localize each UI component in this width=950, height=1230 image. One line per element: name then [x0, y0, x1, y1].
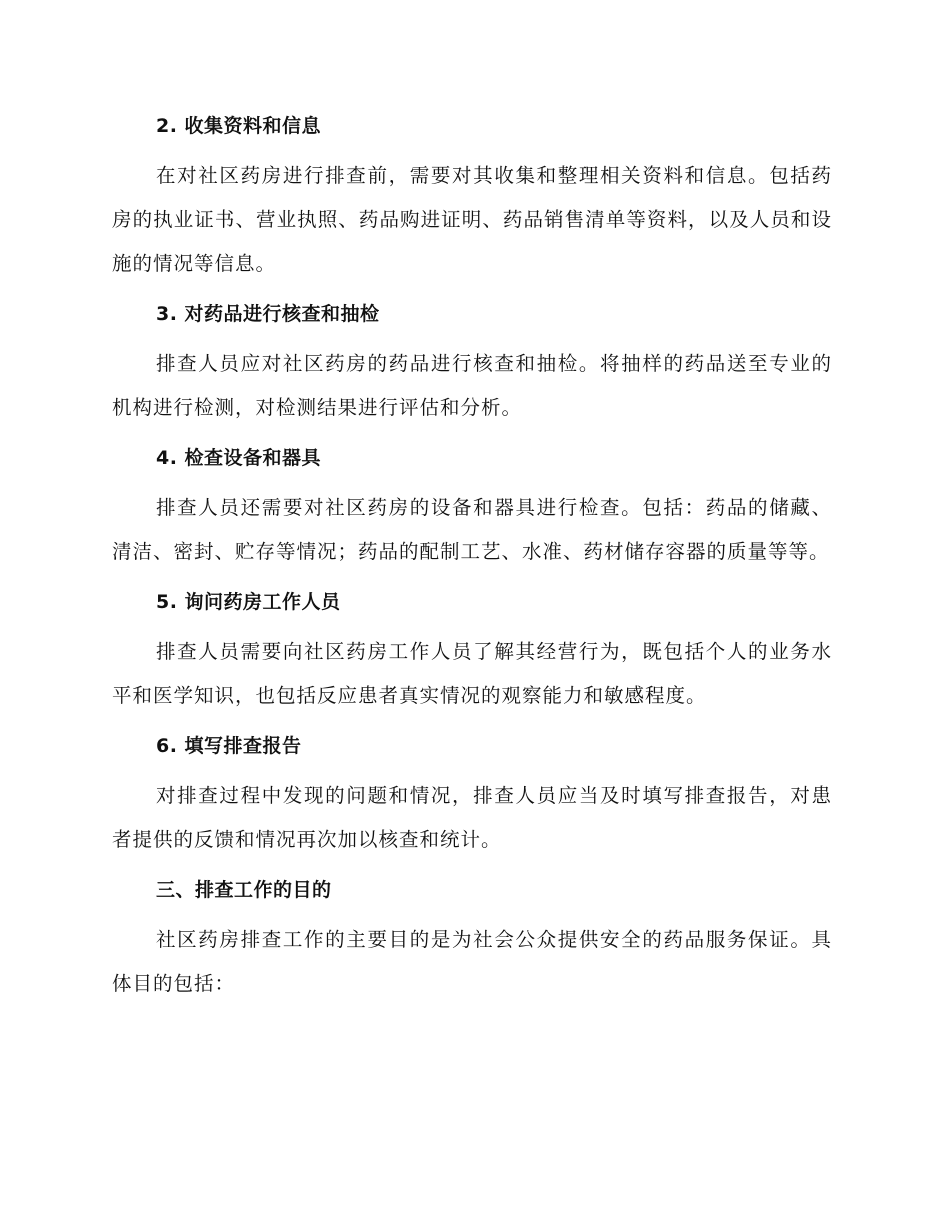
document-page	[112, 104, 832, 1012]
section-paragraph: 排查人员应对社区药房的药品进行核查和抽检。将抽样的药品送至专业的机构进行检测，对检测结果进行评估和分析。	[112, 352, 832, 419]
section-collect-info	[112, 104, 832, 286]
section-equipment-check	[112, 436, 832, 574]
section-paragraph: 社区药房排查工作的主要目的是为社会公众提供安全的药品服务保证。具体目的包括：	[112, 928, 832, 995]
section-staff-inquiry	[112, 580, 832, 718]
section-heading: 2. 收集资料和信息	[156, 115, 322, 137]
section-drug-inspection	[112, 292, 832, 430]
section-heading: 5. 询问药房工作人员	[156, 591, 341, 613]
section-heading: 3. 对药品进行核查和抽检	[156, 303, 380, 325]
section-purpose	[112, 868, 832, 1006]
section-heading: 三、排查工作的目的	[156, 879, 332, 901]
section-report	[112, 724, 832, 862]
section-paragraph: 排查人员需要向社区药房工作人员了解其经营行为，既包括个人的业务水平和医学知识，也包括反应患者真实情况的观察能力和敏感程度。	[112, 640, 832, 707]
section-paragraph: 在对社区药房进行排查前，需要对其收集和整理相关资料和信息。包括药房的执业证书、营业执照、药品购进证明、药品销售清单等资料，以及人员和设施的情况等信息。	[112, 164, 832, 275]
section-heading: 6. 填写排查报告	[156, 735, 302, 757]
section-paragraph: 对排查过程中发现的问题和情况，排查人员应当及时填写排查报告，对患者提供的反馈和情况再次加以核查和统计。	[112, 784, 832, 851]
section-paragraph: 排查人员还需要对社区药房的设备和器具进行检查。包括：药品的储藏、清洁、密封、贮存等情况；药品的配制工艺、水准、药材储存容器的质量等等。	[112, 496, 832, 563]
section-heading: 4. 检查设备和器具	[156, 447, 322, 469]
